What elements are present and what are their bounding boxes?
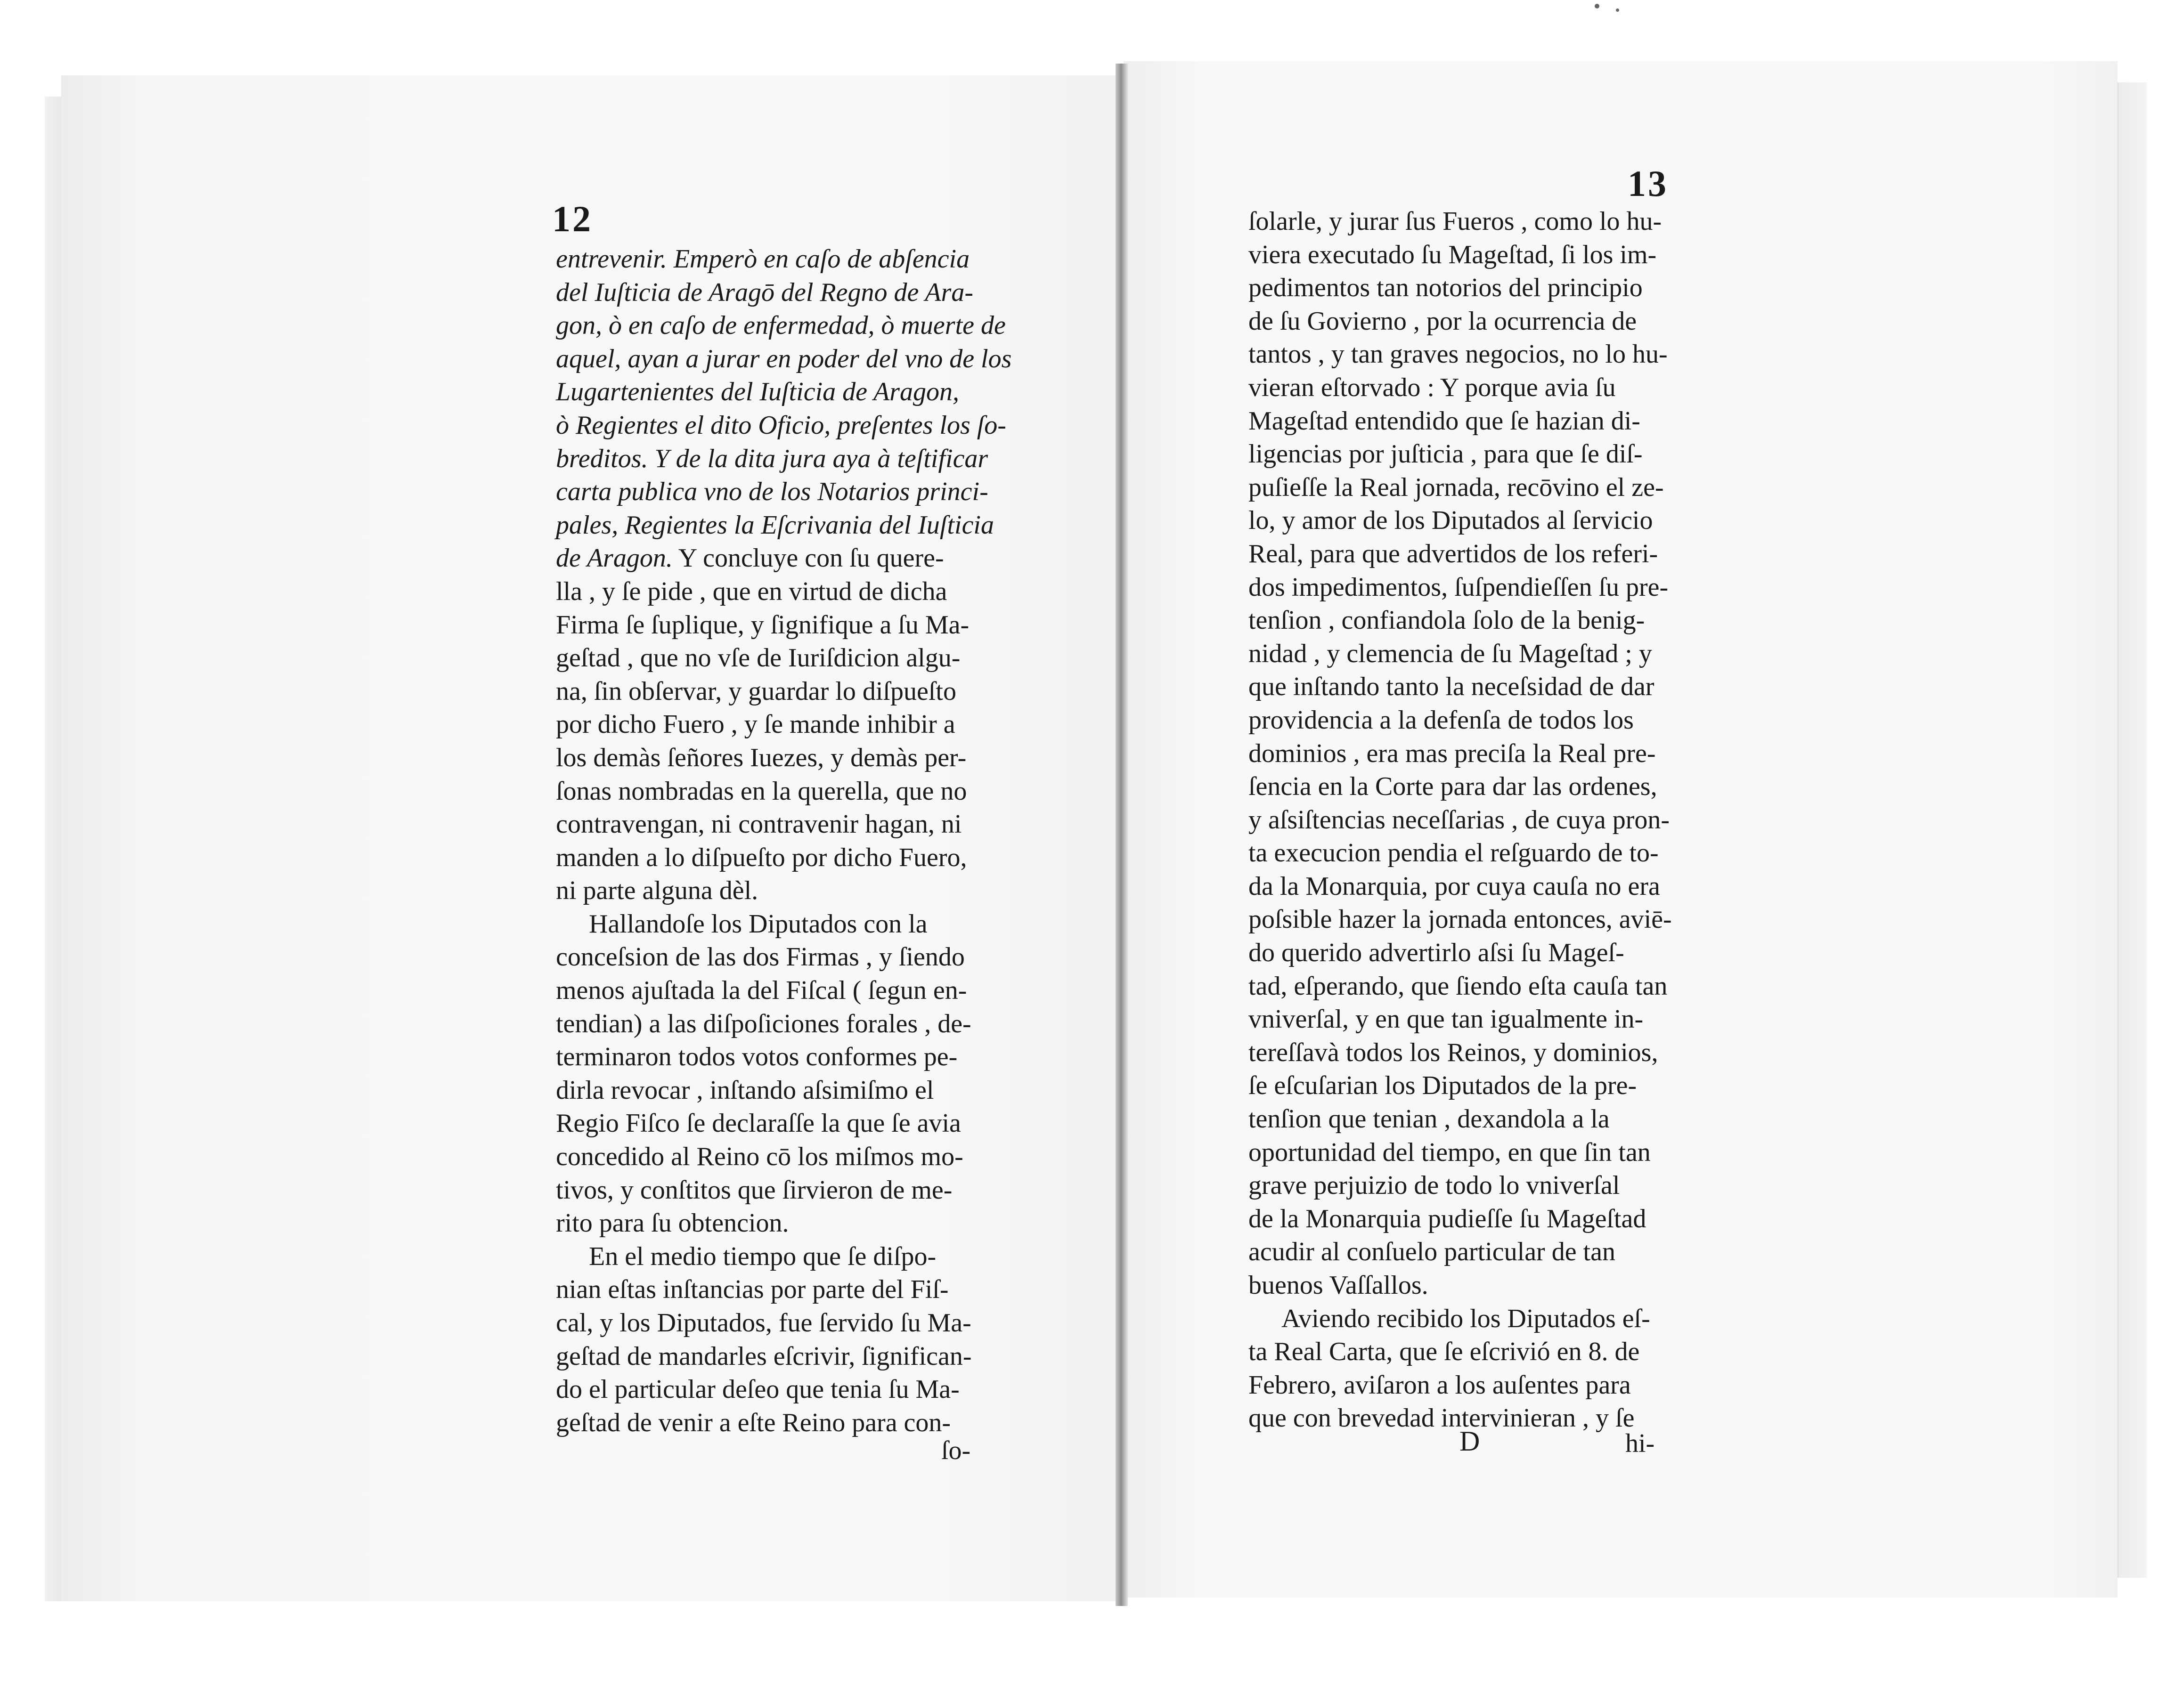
text-line: tenſion que tenian , dexandola a la [1248, 1104, 1610, 1134]
text-line: gon, ò en caſo de enfermedad, ò muerte de [556, 311, 1006, 341]
dust-speck [1616, 8, 1619, 12]
paragraph-start-line: Aviendo recibido los Diputados eſ- [1281, 1304, 1650, 1333]
text-line: dirla revocar , inſtando aſsimiſmo el [556, 1075, 934, 1105]
text-line: tereſſavà todos los Reinos, y dominios, [1248, 1038, 1658, 1067]
text-line: pales, Regientes la Eſcrivania del Iuſticia [556, 510, 994, 540]
text-line: contravengan, ni contravenir hagan, ni [556, 810, 962, 839]
text-line: que inſtando tanto la neceſsidad de dar [1248, 672, 1654, 702]
text-line: lo, y amor de los Diputados al ſervicio [1248, 506, 1653, 535]
text-line-roman-part: Y concluye con ſu quere- [672, 543, 944, 573]
text-line: tivos, y conſtitos que ſirvieron de me- [556, 1175, 953, 1205]
text-line: Febrero, aviſaron a los auſentes para [1248, 1370, 1631, 1400]
catchword-right: hi- [1625, 1429, 1655, 1458]
page-number-left: 12 [552, 198, 593, 239]
text-line: puſieſſe la Real jornada, recōvino el ze- [1248, 472, 1664, 502]
text-line: na, ſin obſervar, y guardar lo diſpueſto [556, 676, 956, 706]
text-line: grave perjuizio de todo lo vniverſal [1248, 1171, 1620, 1200]
text-line: dos impedimentos, ſuſpendieſſen ſu pre- [1248, 572, 1669, 602]
text-line: carta publica vno de los Notarios princi- [556, 477, 988, 507]
text-line: de la Monarquia pudieſſe ſu Mageſtad [1248, 1204, 1646, 1233]
text-line: pedimentos tan notorios del principio [1248, 273, 1643, 303]
text-line: lla , y ſe pide , que en virtud de dicha [556, 576, 947, 606]
text-line: Lugartenientes del Iuſticia de Aragon, [556, 377, 959, 407]
text-line: geſtad de mandarles eſcrivir, ſignifican- [556, 1341, 972, 1371]
text-line: de ſu Govierno , por la ocurrencia de [1248, 306, 1637, 336]
text-line: da la Monarquia, por cuya cauſa no era [1248, 871, 1660, 901]
book-gutter [1116, 64, 1128, 1606]
text-line: aquel, ayan a jurar en poder del vno de los [556, 344, 1012, 373]
text-line: tendian) a las diſpoſiciones forales , de- [556, 1009, 971, 1038]
text-line: poſsible hazer la jornada entonces, aviē- [1248, 905, 1672, 934]
text-line: nian eſtas inſtancias por parte del Fiſ- [556, 1275, 949, 1305]
page-number-right: 13 [1628, 163, 1668, 204]
text-line: viera executado ſu Mageſtad, ſi los im- [1248, 240, 1657, 269]
text-line: geſtad de venir a eſte Reino para con- [556, 1408, 951, 1437]
text-line: cal, y los Diputados, fue ſervido ſu Ma- [556, 1308, 971, 1338]
text-line: dominios , era mas preciſa la Real pre- [1248, 738, 1656, 768]
text-line: ſencia en la Corte para dar las ordenes, [1248, 772, 1657, 802]
page-edges-right [2118, 82, 2147, 1578]
text-line [556, 542, 999, 575]
text-line: geſtad , que no vſe de Iuriſdicion algu- [556, 643, 961, 673]
text-line: tantos , y tan graves negocios, no lo hu- [1248, 340, 1668, 369]
text-line: acudir al conſuelo particular de tan [1248, 1237, 1615, 1267]
text-line: vniverſal, y en que tan igualmente in- [1248, 1005, 1644, 1034]
text-line: del Iuſticia de Aragō del Regno de Ara- [556, 277, 973, 307]
text-line: oportunidad del tiempo, en que ſin tan [1248, 1137, 1651, 1167]
paragraph-start-line: Hallandoſe los Diputados con la [589, 909, 928, 939]
signature-mark: D [1459, 1426, 1480, 1457]
text-line: Real, para que advertidos de los referi- [1248, 539, 1658, 568]
text-line: menos ajuſtada la del Fiſcal ( ſegun en- [556, 976, 967, 1006]
text-line: ni parte alguna dèl. [556, 876, 758, 906]
text-line: vieran eſtorvado : Y porque avia ſu [1248, 373, 1616, 402]
dust-speck [1595, 4, 1599, 8]
right-page-text [1248, 205, 1672, 1435]
text-line: Regio Fiſco ſe declaraſſe la que ſe avia [556, 1109, 961, 1138]
text-line: Mageſtad entendido que ſe hazian di- [1248, 406, 1640, 436]
text-line: do querido advertirlo aſsi ſu Mageſ- [1248, 938, 1624, 968]
text-line: tad, eſperando, que ſiendo eſta cauſa tan [1248, 971, 1668, 1001]
text-line: do el particular deſeo que tenia ſu Ma- [556, 1375, 960, 1404]
text-line: conceſsion de las dos Firmas , y ſiendo [556, 942, 965, 972]
text-line: breditos. Y de la dita jura aya à teſtificar [556, 444, 988, 473]
text-line: concedido al Reino cō los miſmos mo- [556, 1142, 963, 1172]
text-line: y aſsiſtencias neceſſarias , de cuya pron- [1248, 805, 1670, 835]
paragraph-start-line: En el medio tiempo que ſe diſpo- [589, 1241, 937, 1271]
text-line: ſonas nombradas en la querella, que no [556, 776, 967, 806]
text-line: rito para ſu obtencion. [556, 1208, 789, 1238]
text-line: que con brevedad intervinieran , y ſe [1248, 1403, 1635, 1433]
text-line: buenos Vaſſallos. [1248, 1271, 1428, 1300]
text-line: ta Real Carta, que ſe eſcrivió en 8. de [1248, 1337, 1640, 1367]
text-line: manden a lo diſpueſto por dicho Fuero, [556, 843, 967, 872]
catchword-left: ſo- [941, 1436, 971, 1465]
text-line: entrevenir. Emperò en caſo de abſencia [556, 244, 970, 274]
text-line: ò Regientes el dito Oficio, preſentes los ſo- [556, 410, 1006, 440]
left-page-text [556, 243, 1012, 1439]
text-line: los demàs ſeñores Iuezes, y demàs per- [556, 743, 967, 772]
text-line: ta execucion pendia el reſguardo de to- [1248, 838, 1659, 868]
text-line: Firma ſe ſuplique, y ſignifique a ſu Ma- [556, 610, 970, 640]
text-line: tenſion , confiandola ſolo de la benig- [1248, 606, 1645, 635]
text-line: nidad , y clemencia de ſu Mageſtad ; y [1248, 639, 1652, 668]
text-line: por dicho Fuero , y ſe mande inhibir a [556, 710, 955, 739]
text-line: ligencias por juſticia , para que ſe diſ- [1248, 439, 1643, 469]
text-line: terminaron todos votos conformes pe- [556, 1042, 958, 1072]
text-line: ſe eſcuſarian los Diputados de la pre- [1248, 1071, 1637, 1101]
text-line: ſolarle, y jurar ſus Fueros , como lo hu- [1248, 207, 1662, 236]
text-line: providencia a la defenſa de todos los [1248, 705, 1634, 735]
text-line-italic-part: de Aragon. [556, 543, 673, 573]
